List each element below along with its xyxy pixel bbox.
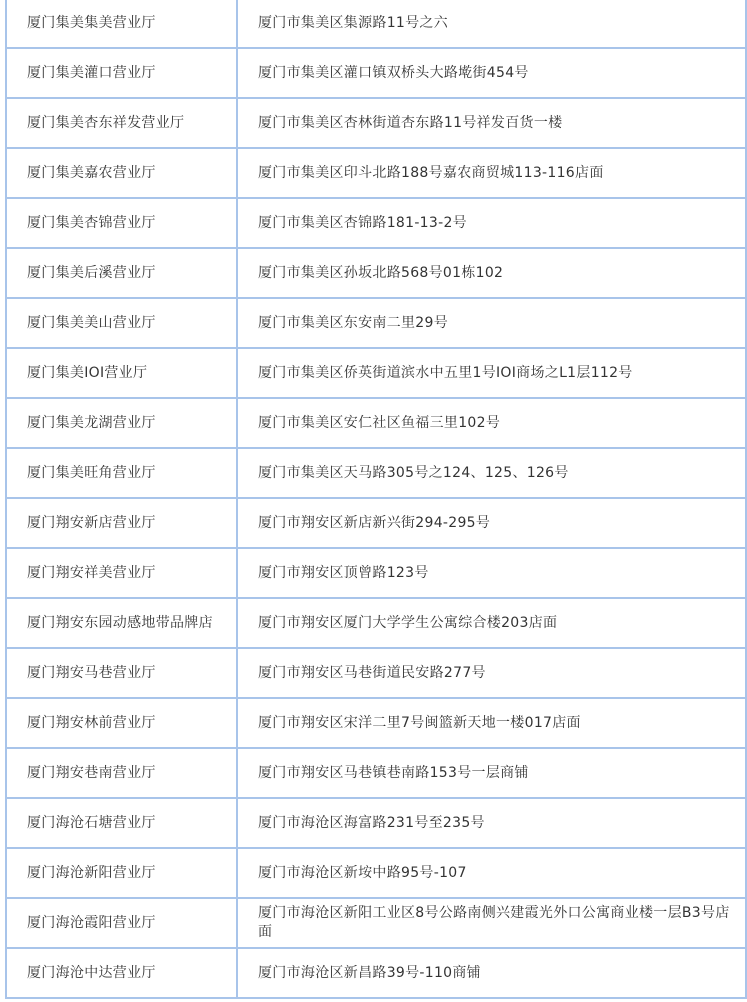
store-address-cell [238,899,747,947]
table-row [7,349,747,399]
store-name-cell [7,649,238,697]
store-name: 厦门翔安林前营业厅 [27,714,156,731]
store-name: 厦门集美IOI营业厅 [27,364,148,381]
store-address: 厦门市集美区孙坂北路568号01栋102 [258,264,504,281]
store-address: 厦门市海沧区新昌路39号-110商铺 [258,964,481,981]
store-address-cell [238,0,747,47]
store-address: 厦门市海沧区新垵中路95号-107 [258,864,467,881]
store-name-cell [7,449,238,497]
table-row [7,149,747,199]
store-address-cell [238,249,747,297]
store-address-cell [238,549,747,597]
table-row [7,399,747,449]
table-row [7,549,747,599]
store-name: 厦门集美后溪营业厅 [27,264,156,281]
store-address-cell [238,299,747,347]
table-row [7,899,747,949]
store-name: 厦门海沧霞阳营业厅 [27,914,156,931]
store-name-cell [7,499,238,547]
store-name: 厦门翔安马巷营业厅 [27,664,156,681]
store-name: 厦门翔安东园动感地带品牌店 [27,614,213,631]
store-name-cell [7,399,238,447]
store-name-cell [7,799,238,847]
table-row [7,199,747,249]
store-address-cell [238,499,747,547]
store-address: 厦门市集美区杏林街道杏东路11号祥发百货一楼 [258,114,563,131]
store-address-cell [238,449,747,497]
store-name: 厦门集美杏锦营业厅 [27,214,156,231]
store-address-cell [238,349,747,397]
store-name: 厦门海沧新阳营业厅 [27,864,156,881]
store-address: 厦门市集美区东安南二里29号 [258,314,449,331]
store-address: 厦门市集美区印斗北路188号嘉农商贸城113-116店面 [258,164,604,181]
table-row [7,249,747,299]
store-name-cell [7,149,238,197]
store-name: 厦门翔安巷南营业厅 [27,764,156,781]
store-name-cell [7,899,238,947]
store-address: 厦门市翔安区厦门大学学生公寓综合楼203店面 [258,614,558,631]
store-name-cell [7,49,238,97]
store-name: 厦门集美杏东祥发营业厅 [27,114,185,131]
store-name: 厦门海沧中达营业厅 [27,964,156,981]
store-address: 厦门市集美区杏锦路181-13-2号 [258,214,467,231]
store-name-cell [7,249,238,297]
store-address: 厦门市集美区灌口镇双桥头大路墘街454号 [258,64,529,81]
store-name: 厦门翔安祥美营业厅 [27,564,156,581]
store-address-cell [238,149,747,197]
table-row [7,0,747,49]
store-address-cell [238,49,747,97]
table-row [7,599,747,649]
store-name-cell [7,849,238,897]
store-name: 厦门集美美山营业厅 [27,314,156,331]
table-row [7,99,747,149]
table-row [7,949,747,999]
store-name: 厦门海沧石塘营业厅 [27,814,156,831]
store-name-cell [7,549,238,597]
store-name-cell [7,99,238,147]
table-row [7,749,747,799]
store-name-cell [7,599,238,647]
store-address: 厦门市集美区侨英街道滨水中五里1号IOI商场之L1层112号 [258,364,633,381]
store-name-cell [7,199,238,247]
store-address: 厦门市翔安区马巷镇巷南路153号一层商铺 [258,764,529,781]
store-name-cell [7,749,238,797]
store-name-cell [7,349,238,397]
store-address: 厦门市翔安区顶曾路123号 [258,564,429,581]
store-address: 厦门市翔安区新店新兴街294-295号 [258,514,491,531]
table-row [7,299,747,349]
store-address-cell [238,949,747,997]
store-address: 厦门市集美区集源路11号之六 [258,14,449,31]
store-name: 厦门翔安新店营业厅 [27,514,156,531]
store-name-cell [7,0,238,47]
store-address: 厦门市翔安区马巷街道民安路277号 [258,664,486,681]
store-address-cell [238,199,747,247]
table-row [7,849,747,899]
table-row [7,699,747,749]
store-address-cell [238,799,747,847]
store-name: 厦门集美嘉农营业厅 [27,164,156,181]
store-address-cell [238,399,747,447]
store-table [5,0,747,999]
store-address: 厦门市海沧区新阳工业区8号公路南侧兴建霞光外口公寓商业楼一层B3号店面 [258,905,730,940]
store-address-cell [238,749,747,797]
store-address: 厦门市集美区安仁社区鱼福三里102号 [258,414,501,431]
table-row [7,49,747,99]
store-address-cell [238,699,747,747]
store-name-cell [7,299,238,347]
store-name: 厦门集美龙湖营业厅 [27,414,156,431]
store-name: 厦门集美旺角营业厅 [27,464,156,481]
table-row [7,799,747,849]
store-name-cell [7,949,238,997]
store-address-cell [238,649,747,697]
store-address-cell [238,849,747,897]
store-address-cell [238,599,747,647]
store-address: 厦门市海沧区海富路231号至235号 [258,814,485,831]
table-row [7,449,747,499]
store-name-cell [7,699,238,747]
table-row [7,499,747,549]
store-name: 厦门集美集美营业厅 [27,14,156,31]
table-row [7,649,747,699]
store-address: 厦门市集美区天马路305号之124、125、126号 [258,464,569,481]
store-address-cell [238,99,747,147]
store-address: 厦门市翔安区宋洋二里7号闽篮新天地一楼017店面 [258,714,581,731]
store-name: 厦门集美灌口营业厅 [27,64,156,81]
